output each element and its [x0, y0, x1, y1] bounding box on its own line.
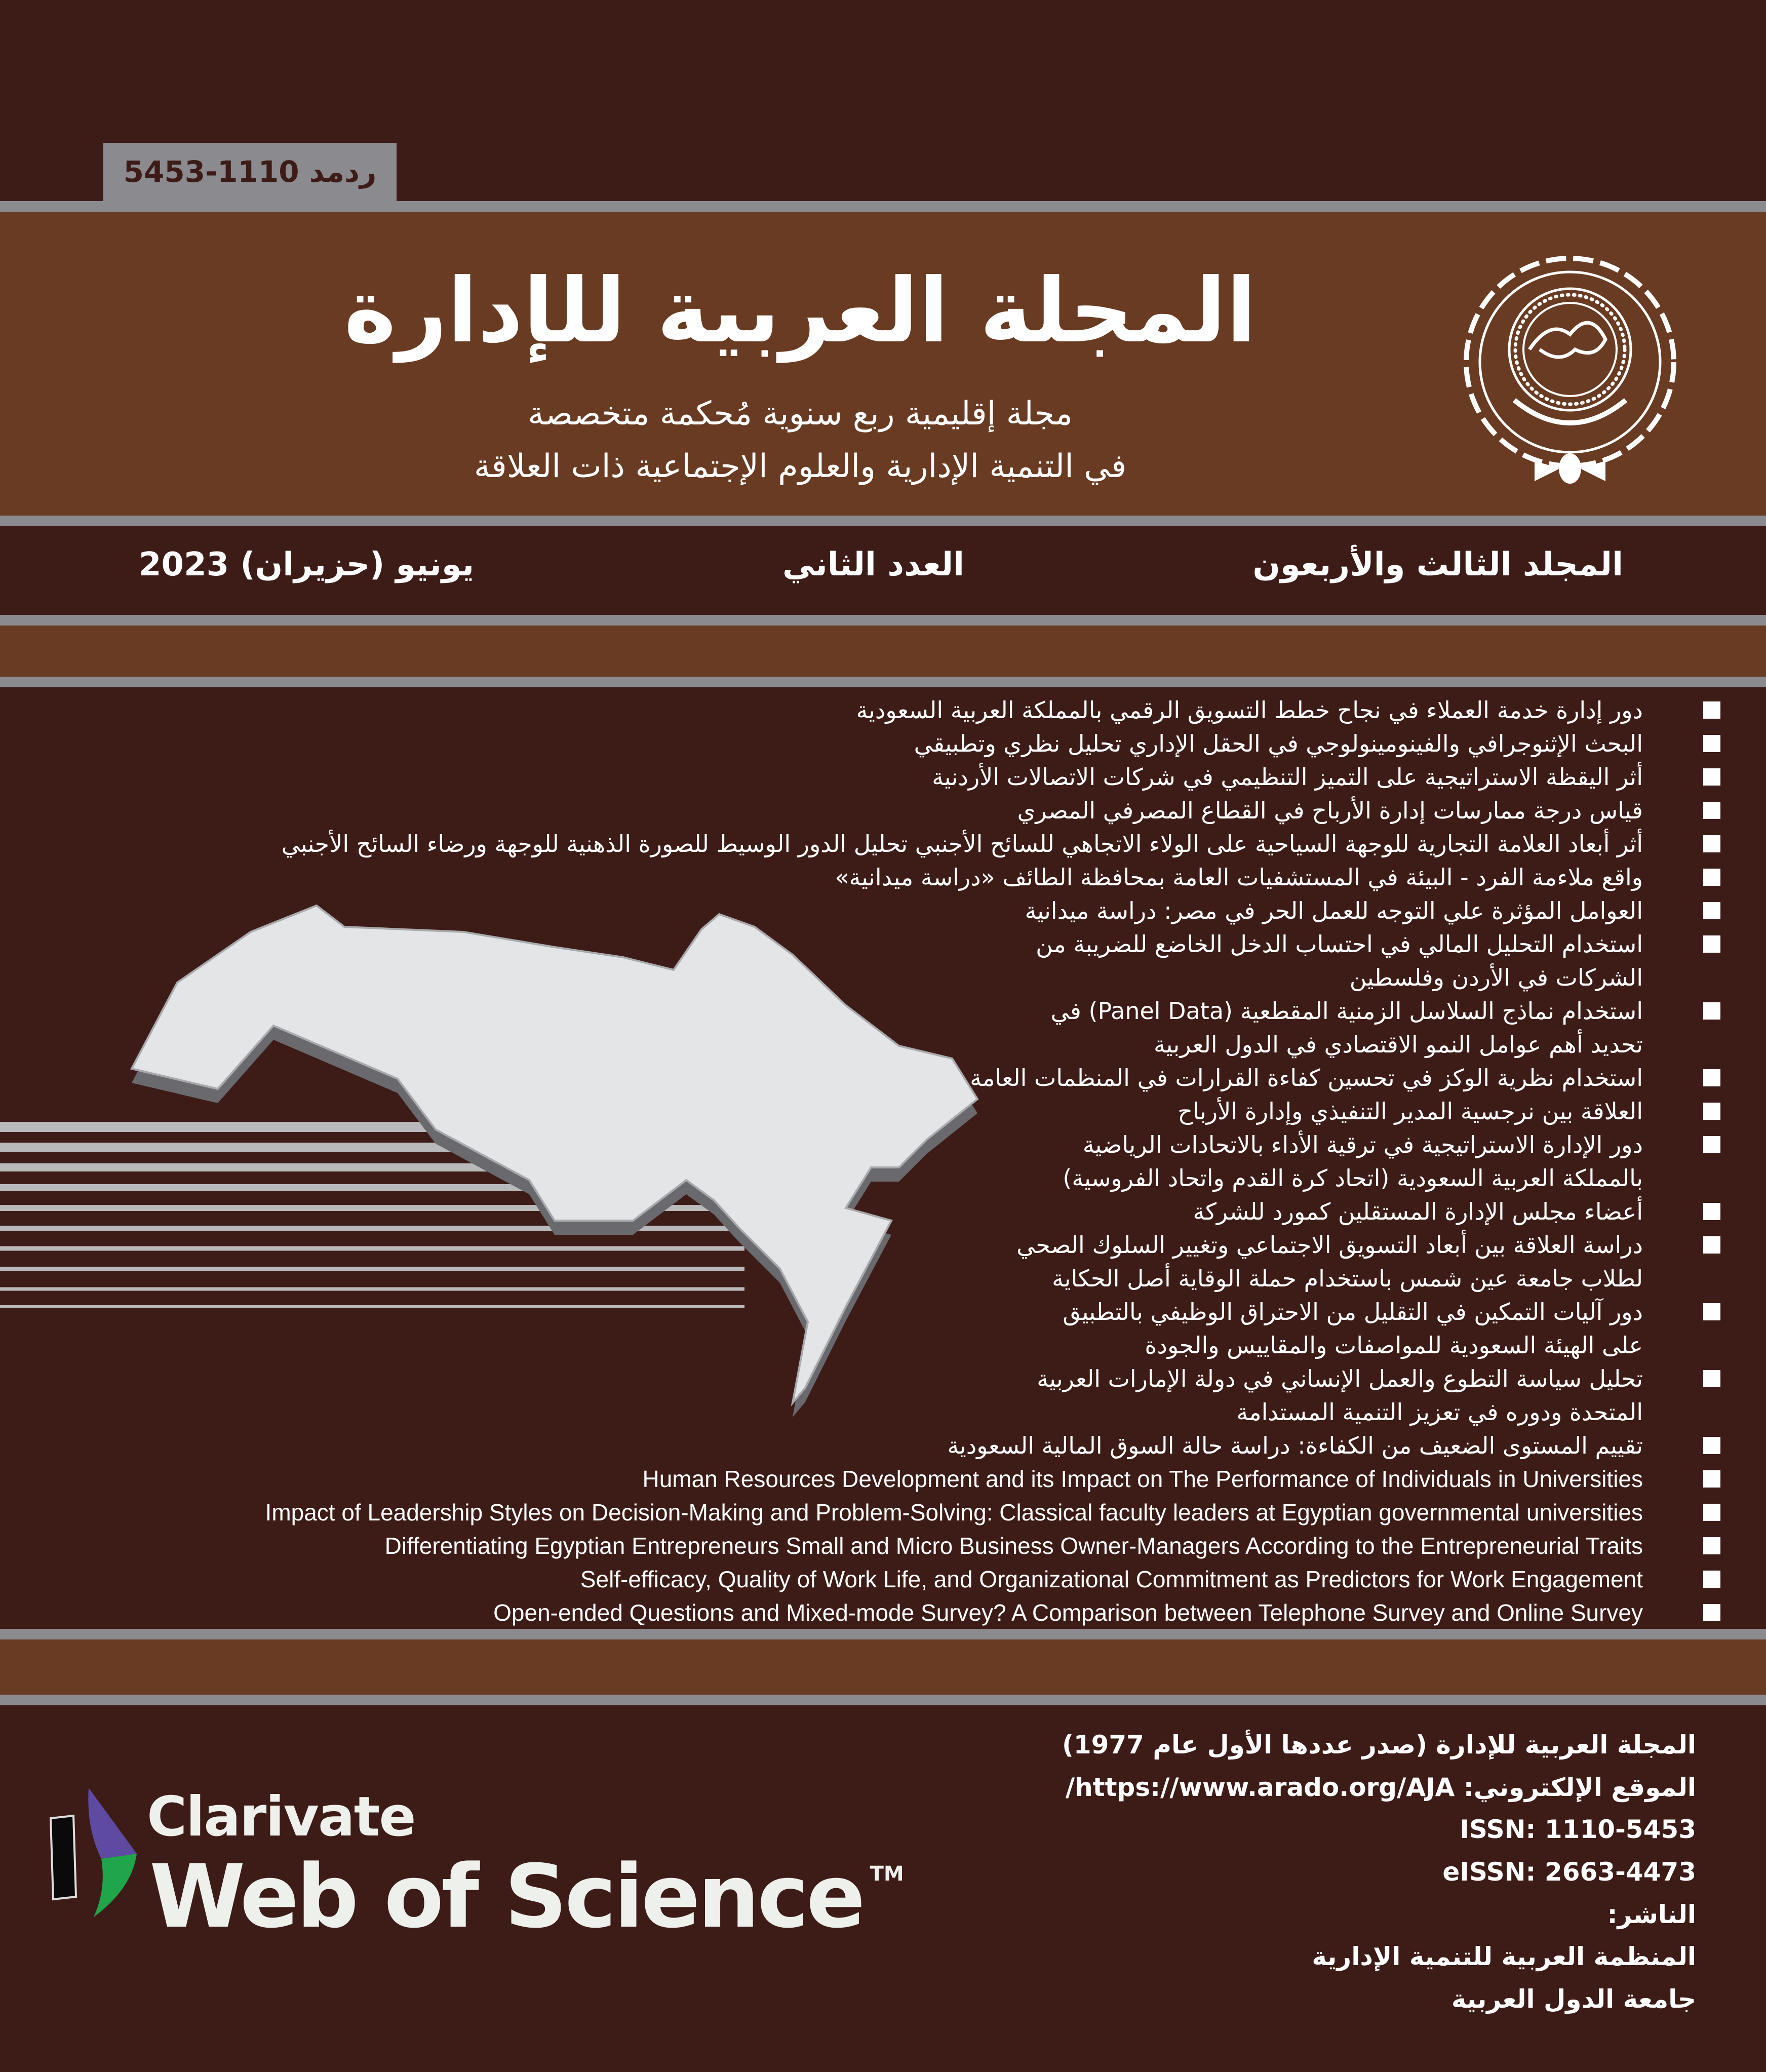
toc-item	[122, 1362, 1742, 1429]
volume-label: المجلد الثالث والأربعون	[1252, 546, 1623, 583]
toc-item-title: أثر أبعاد العلامة التجارية للوجهة السياحية على الولاء الاتجاهي للسائح الأجنبي تحليل الدور الوسيط للصورة الذهنية للوجهة ورضاء السائح الأجنبي	[281, 830, 1643, 857]
arado-emblem-logo	[1433, 238, 1707, 491]
square-bullet-icon	[1703, 1236, 1720, 1254]
square-bullet-icon	[1703, 1002, 1720, 1020]
square-bullet-icon	[1703, 701, 1720, 719]
toc-item-title: قياس درجة ممارسات إدارة الأرباح في القطاع المصرفي المصري	[1017, 797, 1643, 824]
square-bullet-icon	[1703, 1370, 1720, 1387]
toc-item-title: دور إدارة خدمة العملاء في نجاح خطط التسويق الرقمي بالمملكة العربية السعودية	[856, 696, 1643, 724]
issn-badge: ردمد 1110-5453	[103, 143, 397, 201]
square-bullet-icon	[1703, 1069, 1720, 1086]
toc-line	[122, 727, 1742, 760]
toc-item-title: تحليل سياسة التطوع والعمل الإنساني في دولة الإمارات العربية	[1037, 1365, 1643, 1392]
toc-item-title: على الهيئة السعودية للمواصفات والمقاييس والجودة	[1145, 1332, 1643, 1359]
toc-line	[122, 1596, 1742, 1629]
toc-item	[122, 1061, 1742, 1094]
toc-item-title: دراسة العلاقة بين أبعاد التسويق الاجتماعي وتغيير السلوك الصحي	[1016, 1231, 1643, 1259]
trademark-symbol: TM	[870, 1862, 904, 1886]
issn-label: ISSN: 1110-5453	[1460, 1815, 1696, 1844]
web-of-science-text: Web of Science	[149, 1846, 863, 1947]
toc-item	[122, 1496, 1742, 1529]
toc-item-title: العلاقة بين نرجسية المدير التنفيذي وإدارة الأرباح	[1178, 1098, 1643, 1125]
toc-item	[122, 1462, 1742, 1496]
issue-number-label: العدد الثاني	[782, 546, 965, 583]
toc-line	[122, 1362, 1742, 1395]
toc-line	[122, 861, 1742, 894]
divider	[0, 1629, 1766, 1639]
toc-line	[122, 1128, 1742, 1161]
toc-line	[122, 1295, 1742, 1328]
toc-item	[122, 1094, 1742, 1128]
square-bullet-icon	[1703, 768, 1720, 786]
toc-item-title: استخدام التحليل المالي في احتساب الدخل الخاضع للضريبة من	[1036, 930, 1643, 958]
square-bullet-icon	[1703, 869, 1720, 886]
toc-item	[122, 894, 1742, 927]
toc-item	[122, 1128, 1742, 1195]
toc-line	[122, 1328, 1742, 1362]
toc-item	[122, 1228, 1742, 1295]
journal-subtitle: مجلة إقليمية ربع سنوية مُحكمة متخصصة	[528, 395, 1073, 433]
toc-line	[122, 1496, 1742, 1529]
toc-item-title: أثر اليقظة الاستراتيجية على التميز التنظيمي في شركات الاتصالات الأردنية	[932, 763, 1643, 791]
square-bullet-icon	[1703, 1103, 1720, 1120]
toc-item-title: Open-ended Questions and Mixed-mode Survey? A Comparison between Telephone Survey and Online Survey	[493, 1599, 1643, 1626]
toc-line	[122, 1429, 1742, 1462]
toc-item	[122, 727, 1742, 760]
toc-line	[122, 1562, 1742, 1596]
toc-item-title: العوامل المؤثرة علي التوجه للعمل الحر في مصر: دراسة ميدانية	[1025, 897, 1643, 924]
toc-item-title: استخدام نماذج السلاسل الزمنية المقطعية (Panel Data) في	[1050, 997, 1643, 1025]
toc-item-title: بالمملكة العربية السعودية (اتحاد كرة القدم واتحاد الفروسية)	[1063, 1164, 1643, 1192]
toc-item-title: تقييم المستوى الضعيف من الكفاءة: دراسة حالة السوق المالية السعودية	[947, 1432, 1643, 1459]
toc-line	[122, 1161, 1742, 1195]
square-bullet-icon	[1703, 1470, 1720, 1488]
toc-item	[122, 927, 1742, 994]
square-bullet-icon	[1703, 835, 1720, 852]
publisher-label: الناشر:	[1607, 1900, 1696, 1929]
square-bullet-icon	[1703, 735, 1720, 752]
clarivate-logo-icon	[46, 1788, 147, 1920]
square-bullet-icon	[1703, 1437, 1720, 1454]
toc-item-title: الشركات في الأردن وفلسطين	[1349, 964, 1643, 991]
journal-subtitle: في التنمية الإدارية والعلوم الإجتماعية ذات العلاقة	[474, 448, 1127, 485]
toc-item	[122, 1596, 1742, 1629]
toc-item-title: دور الإدارة الاستراتيجية في ترقية الأداء بالاتحادات الرياضية	[1082, 1131, 1643, 1158]
toc-item-title: Human Resources Development and its Impact on The Performance of Individuals in Universities	[642, 1466, 1643, 1492]
toc-item-title: Differentiating Egyptian Entrepreneurs Small and Micro Business Owner-Managers According to the Entrepreneurial Traits	[384, 1533, 1643, 1559]
square-bullet-icon	[1703, 1604, 1720, 1621]
toc-line	[122, 794, 1742, 827]
toc-item	[122, 1429, 1742, 1462]
toc-item-title: دور آليات التمكين في التقليل من الاحتراق الوظيفي بالتطبيق	[1063, 1298, 1643, 1325]
toc-item	[122, 1562, 1742, 1596]
square-bullet-icon	[1703, 935, 1720, 953]
toc-item-title: البحث الإثنوجرافي والفينومينولوجي في الحقل الإداري تحليل نظري وتطبيقي	[914, 730, 1643, 757]
divider	[0, 677, 1766, 687]
decorative-band	[0, 1639, 1766, 1695]
toc-line	[122, 927, 1742, 961]
toc-item	[122, 1295, 1742, 1362]
toc-line	[122, 1529, 1742, 1562]
square-bullet-icon	[1703, 1504, 1720, 1521]
journal-title: المجلة العربية للإدارة	[344, 260, 1257, 363]
journal-founded-note: المجلة العربية للإدارة (صدر عددها الأول عام 1977)	[1062, 1730, 1696, 1760]
square-bullet-icon	[1703, 1203, 1720, 1220]
square-bullet-icon	[1703, 1303, 1720, 1320]
divider	[0, 516, 1766, 526]
toc-item-title: Impact of Leadership Styles on Decision-Making and Problem-Solving: Classical faculty leaders at Egyptian governmental universities	[265, 1499, 1643, 1526]
toc-item	[122, 794, 1742, 827]
decorative-band	[0, 625, 1766, 677]
toc-line	[122, 1395, 1742, 1429]
toc-item	[122, 760, 1742, 794]
divider	[0, 615, 1766, 625]
toc-item-title: أعضاء مجلس الإدارة المستقلين كمورد للشركة	[1193, 1198, 1643, 1225]
toc-item	[122, 994, 1742, 1061]
divider	[0, 201, 1766, 212]
toc-line	[122, 693, 1742, 727]
toc-line	[122, 760, 1742, 794]
toc-line	[122, 1195, 1742, 1228]
toc-item-title: لطلاب جامعة عين شمس باستخدام حملة الوقاية أصل الحكاية	[1052, 1265, 1643, 1292]
toc-item-title: واقع ملاءمة الفرد - البيئة في المستشفيات العامة بمحافظة الطائف «دراسة ميدانية»	[835, 864, 1643, 891]
clarivate-brand-text: Clarivate	[147, 1785, 415, 1849]
toc-item	[122, 827, 1742, 861]
issue-date-label: يونيو (حزيران) 2023	[139, 546, 474, 583]
toc-item	[122, 861, 1742, 894]
eissn-label: eISSN: 2663-4473	[1442, 1857, 1696, 1887]
toc-line	[122, 1061, 1742, 1094]
toc-line	[122, 994, 1742, 1028]
toc-item-title: استخدام نظرية الوكز في تحسين كفاءة القرارات في المنظمات العامة	[970, 1064, 1643, 1091]
publisher-league: جامعة الدول العربية	[1451, 1984, 1696, 2014]
toc-line	[122, 961, 1742, 994]
toc-item-title: المتحدة ودوره في تعزيز التنمية المستدامة	[1236, 1398, 1643, 1426]
toc-line	[122, 894, 1742, 927]
toc-line	[122, 1262, 1742, 1295]
toc-item	[122, 1195, 1742, 1228]
toc-item-title: تحديد أهم عوامل النمو الاقتصادي في الدول العربية	[1154, 1031, 1643, 1058]
square-bullet-icon	[1703, 902, 1720, 919]
website-link[interactable]: الموقع الإلكتروني: https://www.arado.org/AJA/	[1065, 1773, 1696, 1802]
toc-line	[122, 1094, 1742, 1128]
toc-item-title: Self-efficacy, Quality of Work Life, and Organizational Commitment as Predictors for Work Engagement	[580, 1566, 1643, 1592]
square-bullet-icon	[1703, 1571, 1720, 1588]
toc-line	[122, 1028, 1742, 1061]
web-of-science-wordmark	[149, 1846, 904, 1947]
square-bullet-icon	[1703, 1537, 1720, 1554]
toc-line	[122, 827, 1742, 861]
table-of-contents	[122, 693, 1742, 1629]
publisher-org: المنظمة العربية للتنمية الإدارية	[1312, 1942, 1696, 1971]
divider	[0, 1695, 1766, 1705]
square-bullet-icon	[1703, 1136, 1720, 1153]
square-bullet-icon	[1703, 802, 1720, 819]
toc-line	[122, 1462, 1742, 1496]
toc-line	[122, 1228, 1742, 1262]
toc-item	[122, 693, 1742, 727]
toc-item	[122, 1529, 1742, 1562]
